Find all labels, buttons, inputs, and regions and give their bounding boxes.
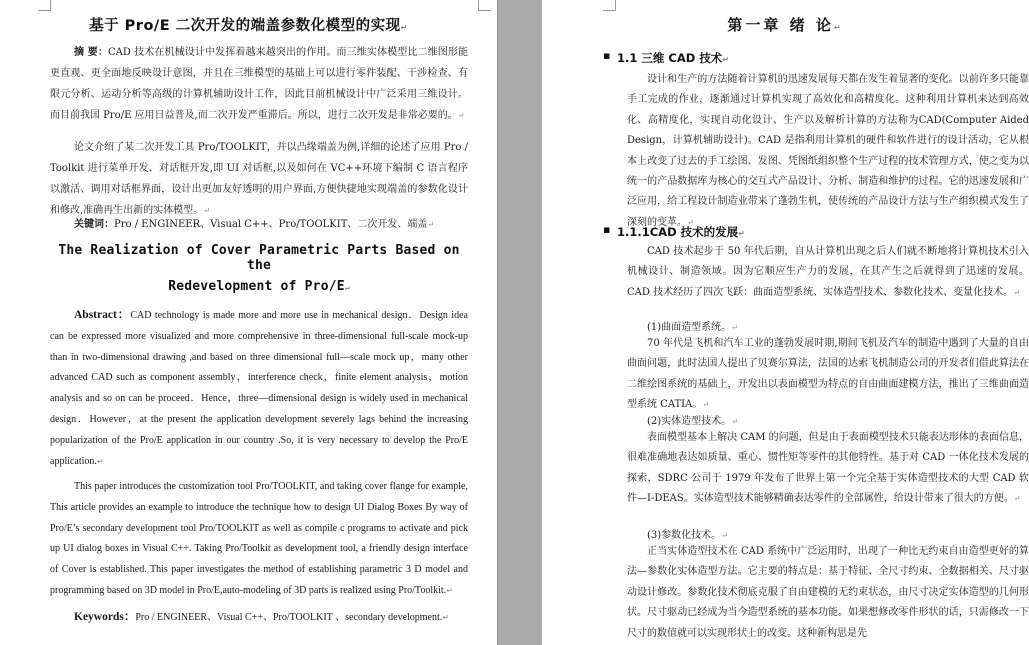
list-item-2: (2)实体造型技术。↵ [647,416,738,427]
abstract-cn: 摘 要：CAD 技术在机械设计中发挥着越来越突出的作用。而三维实体模型比二维图形能更直观、更全面地反映设计意图，并且在三维模型的基础上可以进行零件装配、干涉检查、有限元分析、运动分析等高级的计算机辅助设计工作，因此目前机械设计中广泛采用三维设计。而目前我国 Pro/E 应用日益普及,而二次开发严重滞后。所以，进行二次开发是非常必要的。↵ [50,47,468,121]
keywords-cn-text: Pro / ENGINEER、Visual C++、Pro/TOOLKIT、二次开发、端盖 [114,219,428,230]
bullet-icon: ▪ [603,223,611,236]
abstract-cn-text: CAD 技术在机械设计中发挥着越来越突出的作用。而三维实体模型比二维图形能更直观、更全面地反映设计意图，并且在三维模型的基础上可以进行零件装配、干涉检查、有限元分析、运动分析等高级的计算机辅助设计工作，因此目前机械设计中广泛采用三维设计。而目前我国 Pro/E 应用日益普及,而二次开发严重滞后。所以，进行二次开发是非常必要的。 [50,47,468,121]
page-gutter [497,0,543,645]
list-item-1-body: 70 年代是飞机和汽车工业的蓬勃发展时期,期间飞机及汽车的制造中遇到了大量的自由曲面问题，此时法国人提出了贝赛尔算法，法国的达索飞机制造公司的开发者们借此算法在二维绘图系统的基础上，开发出以表面模型为特点的自由曲面建模方法，推出了三维曲面造型系统 CATIA。↵ [627,338,1029,411]
section-1-1-1-body: CAD 技术起步于 50 年代后期，自从计算机出现之后人们就不断地将计算机技术引入机械设计、制造领域。因为它顺应生产力的发展，在其产生之后就得到了迅速的发展。CAD 技术经历了四次飞跃：曲面造型系统、实体造型技术、参数化技术、变量化技术。↵ [627,246,1029,298]
crop-mark [603,0,616,11]
abstract-en-text: CAD technology is made more and more use in mechanical design．Design idea can be expressed more visualized and more comprehensive in three-dimensional full-scale mock-up than in two-dimensional drawing ,and based on three dimensional full—scale mock up，many other advanced CAD such as component assembly，interference check，finite element analysis，motion analysis and so on can be proceed．Hence，three—dimensional design is widely used in mechanical design．However，at the present the application development severely lags behind the increasing popularization of the Pro/E application in our country .So, it is very necessary to develop the Pro/E application. [50,310,469,467]
list-item-3-body: 正当实体造型技术在 CAD 系统中广泛运用时，出现了一种比无约束自由造型更好的算法—参数化实体造型方法。它主要的特点是：基于特征、全尺寸约束、全数据相关、尺寸驱动设计修改。参数化技术彻底克服了自由建模的无约束状态，由尺寸决定实体造型的几何形状。尺寸驱动已经成为当今造型系统的基本功能。如果想修改零件形状的话，只需修改一下尺寸的数值就可以实现形状上的改变。这种新构思是先 [627,546,1029,639]
keywords-en: Keywords：Pro / ENGINEER、Visual C++、Pro/TOOLKIT 、secondary development.↵ [74,611,449,623]
section-1-1-body: 设计和生产的方法随着计算机的迅速发展每天都在发生着显著的变化。以前许多只能靠手工完成的作业，逐渐通过计算机实现了高效化和高精度化。这种利用计算机来达到高效化、高精度化，实现自动化设计、生产以及解析计算的方法称为CAD(Computer Aided Design，计算机辅助设计)。CAD 是指利用计算机的硬件和软件进行的设计活动，它从根本上改变了过去的手工绘图、发图、凭图纸组织整个生产过程的技术管理方式，使之变为以统一的产品数据库为核心的交互式产品设计、分析、制造和维护的过程。它的迅速发展和广泛应用，给工程设计制造业带来了蓬勃生机，使传统的产品设计方法与生产组织模式发生了深刻的变革。↵ [627,74,1029,228]
document-page-left [0,0,497,645]
list-item-1: (1)曲面造型系统。↵ [647,322,738,333]
thesis-title-en-line1: The Realization of Cover Parametric Parts Based on the [58,243,460,273]
abstract-en: Abstract：CAD technology is made more and more use in mechanical design．Design idea can be expressed more visualized and more comprehensive in three-dimensional full-scale mock-up than in two-dimensional drawing ,and based on three dimensional full—scale mock up，many other advanced CAD such as component assembly，interference check，finite element analysis，motion analysis and so on can be proceed．Hence，three—dimensional design is widely used in mechanical design．However，at the present the application development severely lags behind the increasing popularization of the Pro/E application in our country .So, it is very necessary to develop the Pro/E application.↵ [50,309,469,467]
chapter-title: 第一章 绪 论↵ [727,16,844,34]
keywords-en-text: Pro / ENGINEER、Visual C++、Pro/TOOLKIT 、secondary development. [135,612,443,623]
abstract-en-label: Abstract： [74,309,131,321]
list-item-3: (3)参数化技术。↵ [647,530,728,541]
section-heading-1-1: ▪ 1.1 三维 CAD 技术↵ [603,49,729,65]
list-item-2-body: 表面模型基本上解决 CAM 的问题，但是由于表面模型技术只能表达形体的表面信息，很难准确地表达如质量、重心、惯性矩等零件的其他特性。基于对 CAD 一体化技术发展的探索，SDRC 公司于 1979 年发布了世界上第一个完全基于实体造型技术的大型 CAD 软件—I-DEAS。实体造型技术能够精确表达零件的全部属性，给设计带来了很大的方便。↵ [627,432,1029,505]
abstract-cn-para2: 论文介绍了某二次开发工具 Pro/TOOLKIT，并以凸缘端盖为例,详细的论述了应用 Pro / Toolkit 进行菜单开发、对话框开发,即 UI 对话框,以及如何在 VC++环境下编制 C 语言程序以激活、调用对话框界面，设计出更加友好透明的用户界面,方便快捷地实现端盖的参数化设计和修改,准确再生出新的实体模型。↵ [50,142,468,216]
keywords-cn: 关键词：Pro / ENGINEER、Visual C++、Pro/TOOLKIT、二次开发、端盖↵ [74,219,435,230]
document-page-right [542,0,1029,645]
thesis-title-cn: 基于 Pro/E 二次开发的端盖参数化模型的实现↵ [89,18,408,34]
abstract-en-para2: This paper introduces the customization tool Pro/TOOLKIT, and taking cover flange for example, This article provides an example to introduce the technique how to design UI Dialog Boxes By way of Pro/E’s secondary development tool Pro/TOOLKIT as well as compile c programs to activate and pick up UI dialog boxes in Visual C++. Taking Pro/Toolkit as development tool, a friendly design interface of Cover is established. This paper investigates the method of establishing parametric 3 D model and programming based on 3D model in Pro/E,auto-modeling of 3D parts is realized using Pro/Toolkit.↵ [50,481,468,596]
crop-mark [478,0,491,11]
crop-mark [38,0,51,11]
keywords-en-label: Keywords： [74,611,136,623]
keywords-cn-label: 关键词： [74,219,114,230]
section-heading-1-1-1: ▪ 1.1.1CAD 技术的发展↵ [603,223,745,239]
thesis-title-en-line2: Redevelopment of Pro/E↵ [168,279,350,294]
bullet-icon: ▪ [603,49,611,62]
abstract-cn-label: 摘 要： [74,47,108,58]
